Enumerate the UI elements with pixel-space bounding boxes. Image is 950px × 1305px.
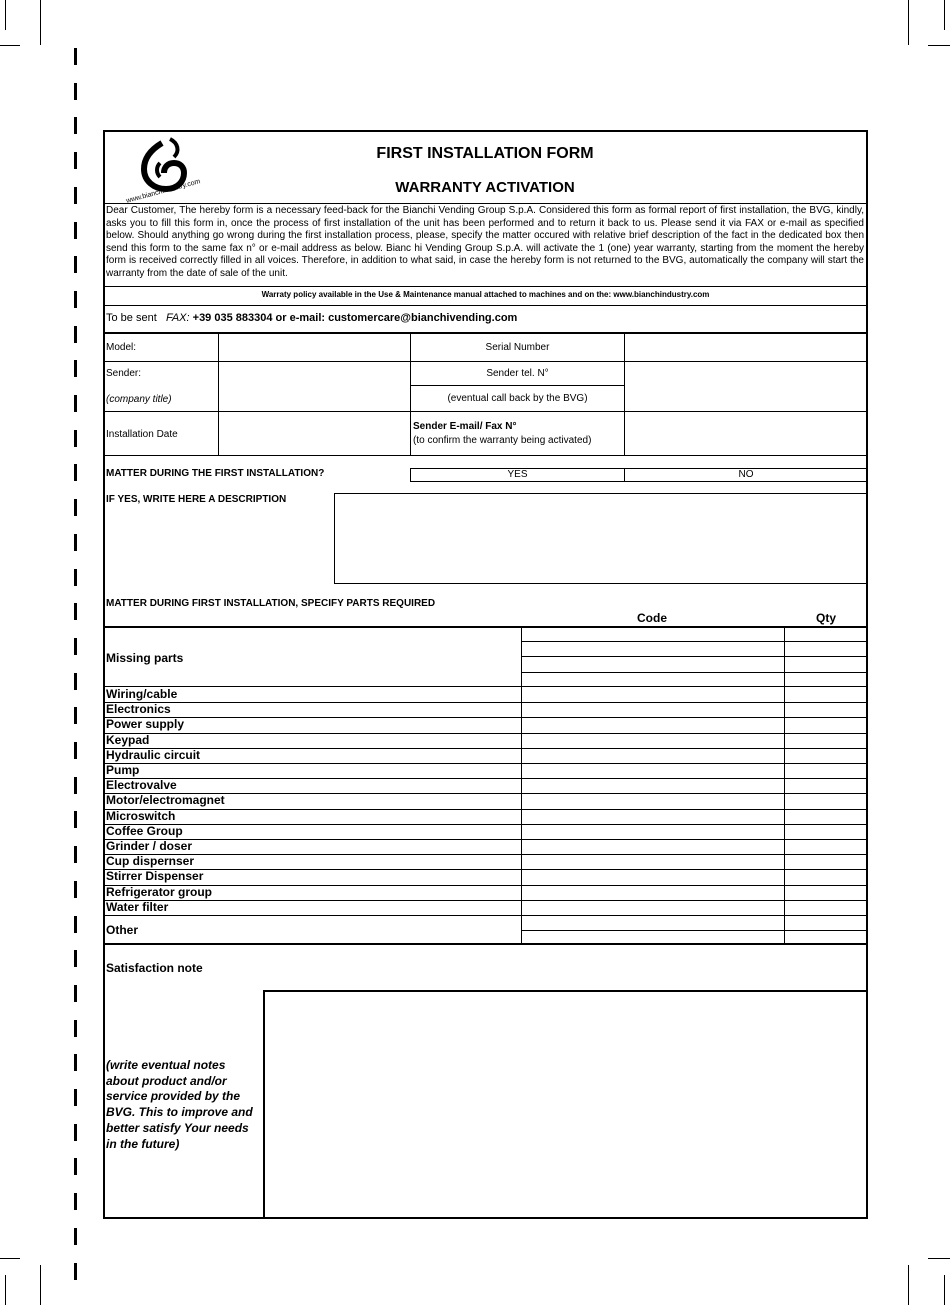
grid-line (521, 672, 868, 673)
part-qty-cell[interactable] (785, 778, 867, 792)
part-row-label: Motor/electromagnet (106, 793, 225, 808)
cut-dash (74, 673, 77, 690)
email-fax-label: Sender E-mail/ Fax N° (413, 421, 517, 432)
part-code-cell[interactable] (522, 885, 784, 899)
cut-dash (74, 638, 77, 655)
form-subtitle: WARRANTY ACTIVATION (395, 179, 575, 196)
no-label: NO (738, 469, 754, 480)
cut-dash (74, 360, 77, 377)
cut-dash (74, 1089, 77, 1106)
cut-dash (74, 985, 77, 1002)
grid-line (103, 915, 868, 916)
callback-label: (eventual call back by the BVG) (447, 393, 588, 404)
part-qty-cell[interactable] (785, 854, 867, 868)
cut-dash (74, 777, 77, 794)
cut-dash (74, 811, 77, 828)
other-label: Other (106, 923, 139, 937)
part-qty-cell[interactable] (785, 900, 867, 914)
part-row-label: Grinder / doser (106, 839, 193, 853)
cut-dash (74, 1020, 77, 1037)
part-qty-cell[interactable] (785, 869, 867, 883)
part-qty-cell[interactable] (785, 809, 867, 823)
sender-field[interactable] (219, 362, 409, 410)
install-date-field[interactable] (219, 412, 409, 454)
satisfaction-title: Satisfaction note (106, 961, 203, 975)
part-row-label: Microswitch (106, 808, 176, 823)
matter-question: MATTER DURING THE FIRST INSTALLATION? (106, 468, 325, 479)
cut-dash (74, 1158, 77, 1175)
model-label: Model: (106, 342, 137, 353)
cut-dash (74, 256, 77, 273)
part-qty-cell[interactable] (785, 885, 867, 899)
part-row-label: Pump (106, 763, 140, 777)
part-code-cell[interactable] (522, 702, 784, 716)
serial-field[interactable] (625, 334, 867, 360)
parts-title: MATTER DURING FIRST INSTALLATION, SPECIFY PARTS REQUIRED (106, 598, 436, 609)
cut-dash (74, 117, 77, 134)
grid-line (521, 656, 868, 657)
cut-dash (74, 603, 77, 620)
send-contact: +39 035 883304 or e-mail: customercare@bianchivending.com (192, 312, 518, 324)
part-qty-cell[interactable] (785, 702, 867, 716)
email-note-label: (to confirm the warranty being activated) (413, 435, 592, 446)
part-code-cell[interactable] (522, 763, 784, 777)
part-code-cell[interactable] (522, 687, 784, 701)
part-row-label: Stirrer Dispenser (106, 869, 204, 884)
cut-dash (74, 916, 77, 933)
cut-dash (74, 83, 77, 100)
part-qty-cell[interactable] (785, 793, 867, 807)
cut-dash (74, 534, 77, 551)
model-field[interactable] (219, 334, 409, 360)
form-title: FIRST INSTALLATION FORM (376, 145, 594, 162)
cut-dash (74, 152, 77, 169)
intro-text: Dear Customer, The hereby form is a necessary feed-back for the Bianchi Vending Group S.p.A. Considered this form as formal report of first installation, the BVG, kindly, asks you to fill this form in, once the process of first installation of the unit has been performed and to return it back to us. Please send it via FAX or e-mail as specified below. Should anything go wrong during the first installation process, please, specify the matter occured with relative brief description of the fact in the dedicated box then send this form to the same fax n° or e-mail address as below. Bianc hi Vending Group S.p.A. will activate the 1 (one) year warranty, starting from the moment the hereby form is received correctly filled in all voices. Therefore, in addition to what said, in case the hereby form is not returned to the BVG, automatically the company will start the warranty from the date of sale of the unit. (106, 205, 864, 279)
sender-label: Sender: (106, 368, 142, 379)
policy-text: Warraty policy available in the Use & Maintenance manual attached to machines and on the: www.bianchindustry.com (261, 290, 710, 299)
cut-dash (74, 499, 77, 516)
part-qty-cell[interactable] (785, 687, 867, 701)
send-instructions (106, 312, 517, 324)
part-row-label: Power supply (106, 717, 185, 732)
part-row-label: Electronics (106, 702, 171, 717)
cut-dash (74, 1193, 77, 1210)
cut-dash (74, 222, 77, 239)
cut-dash (74, 395, 77, 412)
sender-tel-label: Sender tel. N° (486, 368, 549, 379)
company-label: (company title) (106, 394, 172, 405)
part-code-cell[interactable] (522, 854, 784, 868)
part-code-cell[interactable] (522, 748, 784, 762)
part-code-cell[interactable] (522, 824, 784, 838)
part-code-cell[interactable] (522, 869, 784, 883)
part-row-label: Electrovalve (106, 778, 177, 793)
description-box[interactable] (334, 493, 868, 584)
code-header: Code (637, 611, 667, 625)
cut-dash (74, 291, 77, 308)
part-qty-cell[interactable] (785, 717, 867, 731)
grid-line (521, 930, 868, 931)
part-qty-cell[interactable] (785, 748, 867, 762)
part-qty-cell[interactable] (785, 763, 867, 777)
part-qty-cell[interactable] (785, 839, 867, 853)
satisfaction-note: (write eventual notes about product and/or service provided by the BVG. This to improve and better satisfy Your needs in the future) (106, 1058, 253, 1151)
yes-label: YES (507, 469, 528, 480)
send-prefix: To be sent (106, 312, 157, 324)
cut-dash (74, 881, 77, 898)
part-row-label: Wiring/cable (106, 687, 178, 701)
cut-dash (74, 1124, 77, 1141)
part-row-label: Hydraulic circuit (106, 747, 201, 762)
cut-dash (74, 846, 77, 863)
email-fax-field[interactable] (625, 412, 867, 454)
part-code-cell[interactable] (522, 809, 784, 823)
part-row-label: Keypad (106, 732, 150, 747)
serial-label: Serial Number (485, 342, 550, 353)
cut-dash (74, 464, 77, 481)
describe-label: IF YES, WRITE HERE A DESCRIPTION (106, 494, 287, 505)
part-row-label: Water filter (106, 899, 169, 914)
part-code-cell[interactable] (522, 793, 784, 807)
missing-parts-label: Missing parts (106, 651, 184, 665)
qty-header: Qty (816, 611, 837, 625)
satisfaction-box[interactable] (263, 990, 868, 1219)
part-row-label: Coffee Group (106, 823, 183, 838)
cut-dash (74, 707, 77, 724)
cut-dash (74, 1228, 77, 1245)
cut-dash (74, 950, 77, 967)
grid-line (521, 641, 868, 642)
cut-dash (74, 742, 77, 759)
logo-text: www.bianchindustry.com (125, 178, 202, 205)
part-code-cell[interactable] (522, 839, 784, 853)
cut-dash (74, 1263, 77, 1280)
install-date-label: Installation Date (106, 429, 178, 440)
cut-dash (74, 569, 77, 586)
cut-dash (74, 48, 77, 65)
cut-dash (74, 1054, 77, 1071)
part-qty-cell[interactable] (785, 733, 867, 747)
cut-dash (74, 430, 77, 447)
sender-tel-field[interactable] (625, 362, 867, 410)
part-code-cell[interactable] (522, 733, 784, 747)
cut-dash (74, 187, 77, 204)
cut-dash (74, 326, 77, 343)
fax-label: FAX: (165, 312, 190, 324)
part-code-cell[interactable] (522, 900, 784, 914)
part-row-label: Refrigerator group (106, 884, 213, 899)
part-row-label: Cup dispernser (106, 854, 195, 869)
part-qty-cell[interactable] (785, 824, 867, 838)
part-code-cell[interactable] (522, 717, 784, 731)
part-code-cell[interactable] (522, 778, 784, 792)
